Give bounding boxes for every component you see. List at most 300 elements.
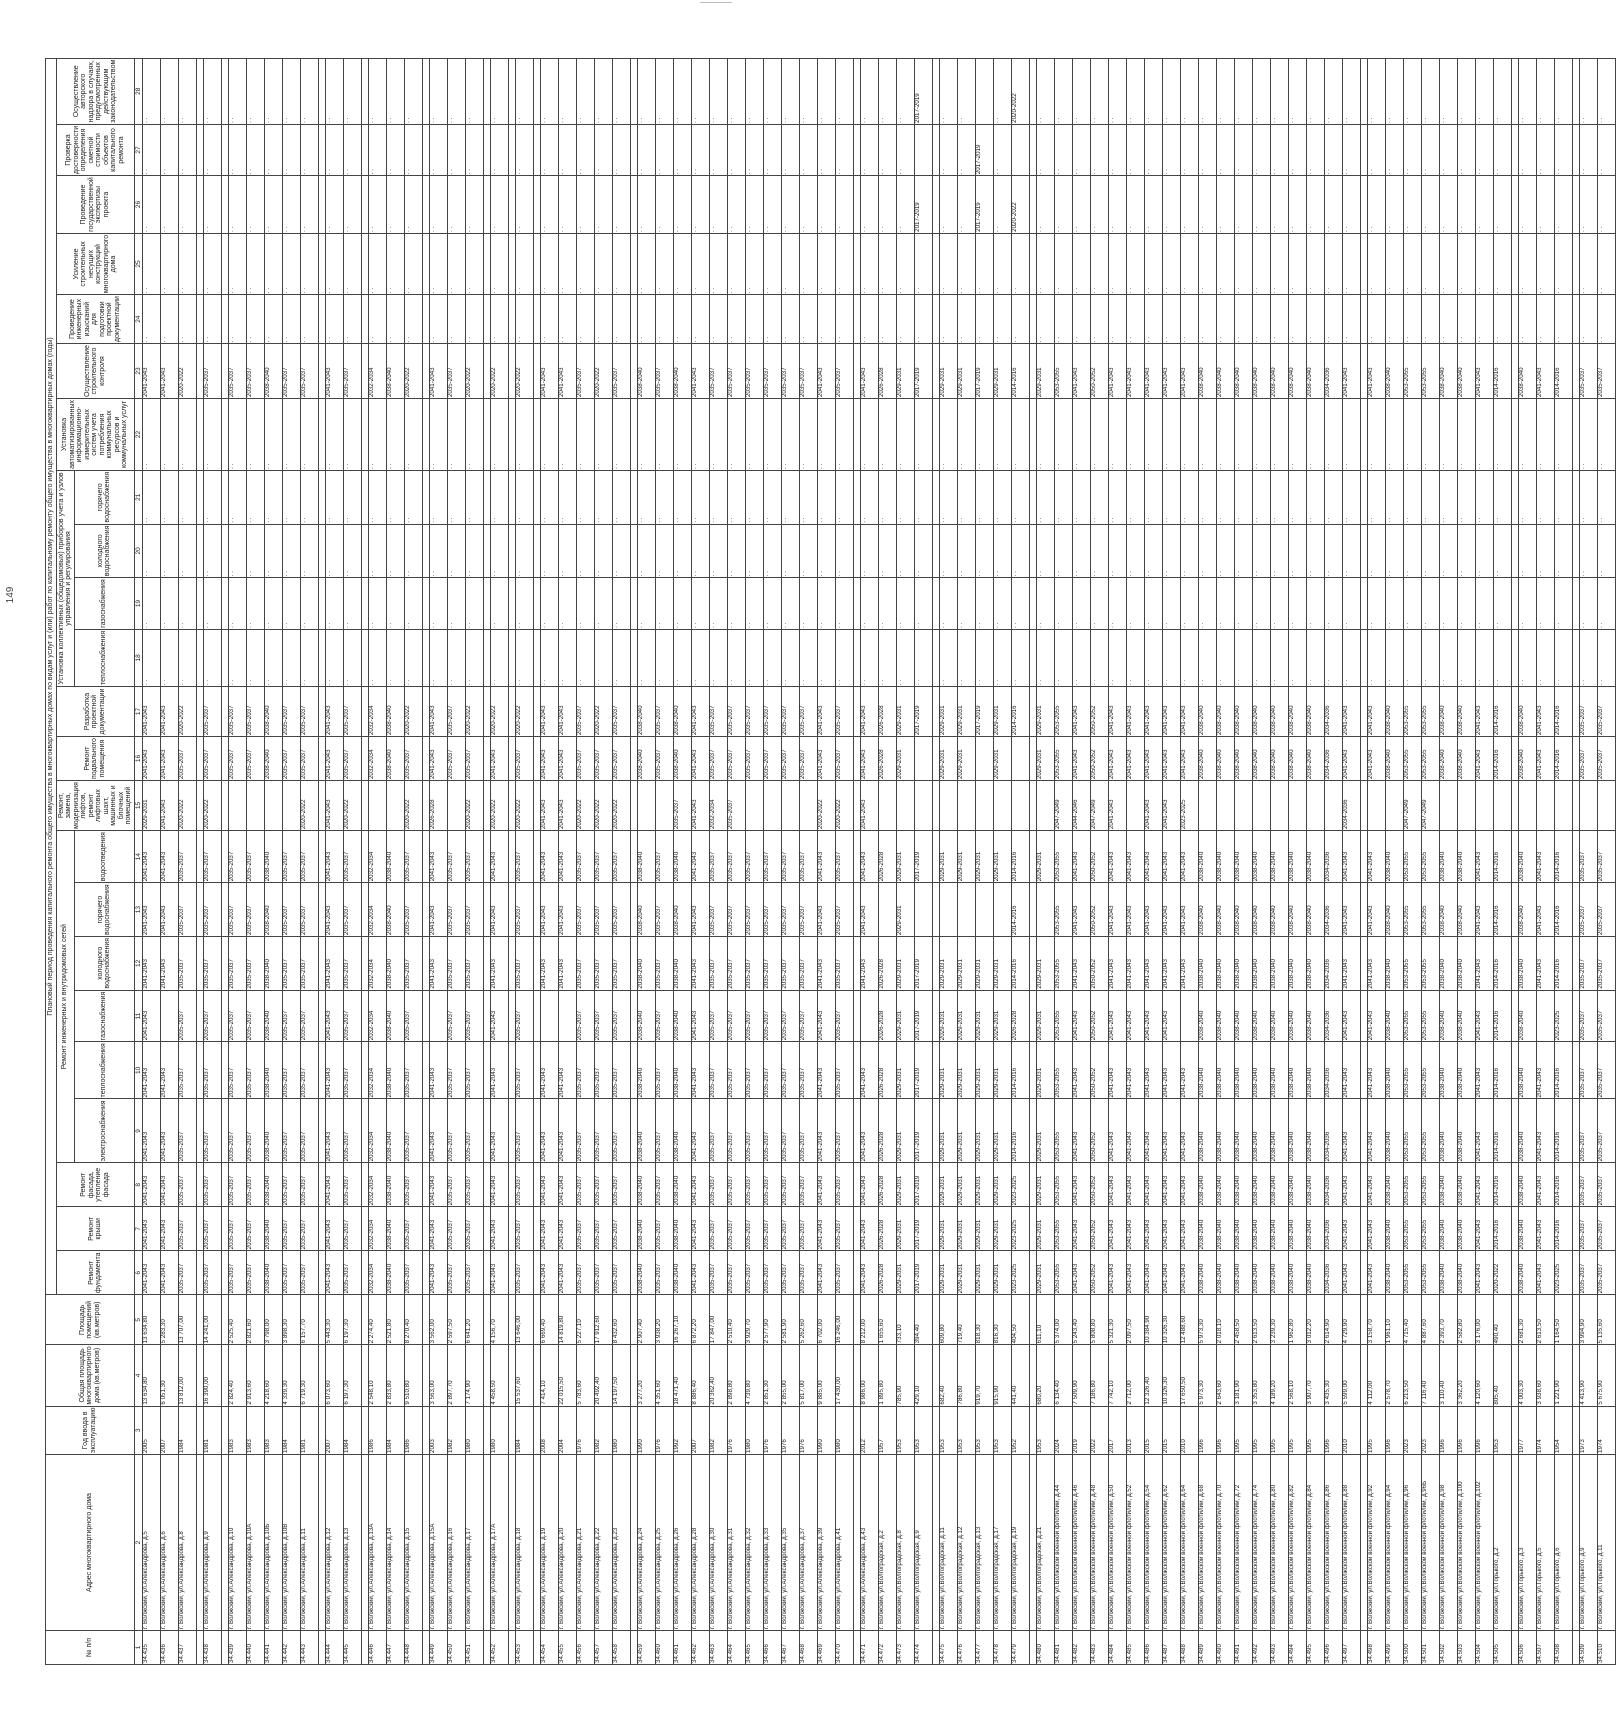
cell-c6	[1554, 1251, 1572, 1295]
empty-dots: . .	[342, 287, 350, 294]
empty-dots: . .	[690, 463, 698, 469]
empty-dots: . .	[1287, 336, 1295, 343]
empty-dots: . .	[428, 463, 436, 469]
cell-value: 2026-2028	[877, 1010, 885, 1041]
cell-value: 2035-2037	[342, 749, 350, 780]
table-row	[1385, 58, 1403, 1664]
cell-addr	[763, 1455, 781, 1631]
empty-dots: . .	[245, 287, 253, 294]
cell-c18	[896, 629, 914, 686]
cell-year	[1597, 1406, 1615, 1454]
cell-c28	[975, 58, 993, 124]
empty-dots: . .	[1215, 117, 1223, 123]
cell-c22	[203, 399, 221, 471]
cell-n	[745, 1631, 763, 1665]
cell-c26	[1180, 176, 1198, 234]
cell-value: 10 326,30	[1161, 1377, 1169, 1405]
cell-c24	[1306, 295, 1324, 344]
cell-c10	[246, 1042, 264, 1099]
cell-value: 2041-2043	[324, 1010, 332, 1041]
cell-c20	[1421, 524, 1439, 578]
cell-value: 2041-2043	[1143, 749, 1151, 780]
cell-pom	[576, 1295, 594, 1345]
cell-c11	[594, 990, 612, 1042]
cell-c16	[1126, 737, 1144, 781]
empty-dots: . .	[1305, 517, 1313, 523]
cell-c15	[914, 781, 932, 831]
cell-c13	[860, 883, 878, 937]
cell-c6	[1324, 1251, 1342, 1295]
cell-c12	[799, 936, 817, 990]
cell-value: 2035-2037	[593, 749, 601, 780]
cell-c22	[343, 399, 361, 471]
cell-c12	[203, 936, 221, 990]
cell-value: 7 174,90	[464, 1380, 472, 1405]
cell-value: 2041-2043	[1535, 851, 1543, 882]
empty-dots: . .	[1125, 287, 1133, 294]
empty-dots: . .	[1269, 287, 1277, 294]
cell-c10	[1324, 1042, 1342, 1099]
empty-dots: . .	[593, 287, 601, 294]
cell-value: 2038-2040	[1384, 905, 1392, 935]
cell-value: 2 913,60	[245, 1380, 253, 1405]
cell-value: 2035-2037	[708, 1010, 716, 1041]
spacer-cell	[1572, 1207, 1579, 1251]
cell-value: 2020-2022	[611, 799, 619, 830]
empty-dots: . .	[1456, 336, 1464, 343]
cell-c24	[1403, 295, 1421, 344]
empty-dots: . .	[575, 622, 583, 628]
cell-value: 34.450	[446, 1644, 454, 1663]
spacer-cell	[533, 1042, 540, 1099]
cell-c27	[1144, 124, 1162, 175]
cell-value: 2026-2028	[877, 1263, 885, 1294]
empty-dots: . .	[1125, 226, 1133, 232]
spacer-cell	[853, 1207, 860, 1251]
cell-c10	[896, 1042, 914, 1099]
spacer-cell	[361, 883, 368, 937]
cell-year	[637, 1406, 655, 1454]
cell-value: 2041-2043	[1179, 905, 1187, 935]
empty-dots: . .	[575, 168, 583, 175]
cell-c12	[1536, 936, 1554, 990]
cell-value: 2029-2031	[1035, 1067, 1043, 1098]
empty-dots: . .	[281, 336, 289, 343]
cell-year	[343, 1406, 361, 1454]
cell-value: 34.473	[895, 1644, 903, 1663]
cell-c7	[637, 1207, 655, 1251]
cell-value: 2 525,40	[227, 1319, 235, 1344]
cell-c16	[673, 737, 691, 781]
cell-value: 2038-2040	[1438, 749, 1446, 780]
cell-c10	[1493, 1042, 1511, 1099]
cell-value: 2035-2037	[798, 1010, 806, 1041]
empty-dots: . .	[654, 287, 662, 294]
cell-area	[386, 1345, 404, 1406]
cell-c8	[1126, 1163, 1144, 1207]
spacer-cell	[422, 936, 429, 990]
cell-c22	[490, 399, 508, 471]
cell-c9	[691, 1099, 709, 1163]
cell-c14	[1403, 831, 1421, 883]
header-col-9: электроснабжения	[74, 1099, 134, 1163]
cell-area	[594, 1345, 612, 1406]
empty-dots: . .	[859, 463, 867, 469]
cell-value: 2053-2055	[1402, 1175, 1410, 1206]
cell-value: 2041-2043	[1107, 1131, 1115, 1162]
spacer-cell	[932, 1295, 939, 1345]
cell-value: 2035-2037	[403, 1131, 411, 1162]
cell-value: 2032-2034	[367, 959, 375, 989]
cell-value: 2041-2043	[859, 1175, 867, 1206]
cell-c6	[203, 1251, 221, 1295]
spacer-cell	[932, 737, 939, 781]
cell-pom	[709, 1295, 727, 1345]
empty-dots: . .	[464, 117, 472, 123]
spacer-cell	[508, 687, 515, 737]
empty-dots: . .	[938, 168, 946, 175]
column-number-cell: 28	[134, 58, 142, 124]
cell-c7	[1216, 1207, 1234, 1251]
cell-c16	[1162, 737, 1180, 781]
empty-dots: . .	[263, 571, 271, 577]
cell-value: 2038-2040	[1438, 905, 1446, 935]
cell-c25	[558, 233, 576, 294]
cell-value: 2029-2031	[895, 1175, 903, 1206]
empty-dots: . .	[403, 571, 411, 577]
cell-c15	[1126, 781, 1144, 831]
cell-value: 2041-2043	[1179, 1263, 1187, 1294]
empty-dots: . .	[816, 287, 824, 294]
cell-addr	[203, 1455, 221, 1631]
cell-c20	[386, 524, 404, 578]
spacer-cell	[630, 399, 637, 471]
cell-c15	[1439, 781, 1457, 831]
cell-value: 2035-2037	[654, 1263, 662, 1294]
spacer-cell	[508, 578, 515, 630]
cell-c26	[178, 176, 196, 234]
empty-dots: . .	[1438, 571, 1446, 577]
cell-value: 3 562,00	[428, 1319, 436, 1344]
spacer-cell	[533, 1099, 540, 1163]
cell-c6	[1108, 1251, 1126, 1295]
empty-dots: . .	[690, 622, 698, 628]
empty-dots: . .	[1438, 168, 1446, 175]
cell-value: 682,40	[938, 1385, 946, 1405]
cell-value: 8 212,00	[859, 1319, 867, 1344]
cell-c23	[429, 344, 447, 399]
empty-dots: . .	[1596, 336, 1604, 343]
cell-addr	[1536, 1455, 1554, 1631]
cell-c16	[878, 737, 896, 781]
cell-value: 2017-2019	[913, 959, 921, 989]
table-row	[957, 58, 975, 1664]
cell-c20	[142, 524, 160, 578]
cell-value: 1980	[834, 1439, 842, 1453]
empty-dots: . .	[1251, 287, 1259, 294]
cell-c12	[178, 936, 196, 990]
cell-c14	[655, 831, 673, 883]
cell-value: 4 112,00	[1366, 1380, 1374, 1405]
cell-year	[386, 1406, 404, 1454]
cell-value: 2035-2037	[611, 959, 619, 989]
cell-c28	[386, 58, 404, 124]
cell-c10	[1579, 1042, 1597, 1099]
cell-c15	[447, 781, 465, 831]
cell-area	[540, 1345, 558, 1406]
cell-value: 2038-2040	[1197, 851, 1205, 882]
cell-c16	[1072, 737, 1090, 781]
cell-value: 2038-2040	[1517, 1067, 1525, 1098]
cell-c20	[1536, 524, 1554, 578]
cell-c17	[325, 687, 343, 737]
cell-c8	[1518, 1163, 1536, 1207]
cell-c16	[429, 737, 447, 781]
cell-area	[300, 1345, 318, 1406]
empty-dots: . .	[859, 517, 867, 523]
cell-addr	[178, 1455, 196, 1631]
cell-c14	[781, 831, 799, 883]
cell-value: 2053-2055	[1053, 1067, 1061, 1098]
cell-value: 2035-2037	[281, 367, 289, 398]
cell-n	[576, 1631, 594, 1665]
spacer-cell	[1572, 1455, 1579, 1631]
cell-c9	[1475, 1099, 1493, 1163]
spacer-cell	[630, 1099, 637, 1163]
empty-dots: . .	[913, 336, 921, 343]
spacer-cell	[483, 524, 490, 578]
cell-c14	[178, 831, 196, 883]
cell-c21	[1518, 470, 1536, 524]
cell-c17	[1306, 687, 1324, 737]
cell-value: 2038-2040	[1251, 1175, 1259, 1206]
cell-c25	[655, 233, 673, 294]
spacer-cell	[196, 1345, 203, 1406]
cell-value: 2035-2037	[281, 1067, 289, 1098]
spacer-cell	[318, 470, 325, 524]
cell-c20	[709, 524, 727, 578]
empty-dots: . .	[1305, 571, 1313, 577]
cell-pom	[1090, 1295, 1108, 1345]
cell-c26	[343, 176, 361, 234]
spacer-cell	[932, 781, 939, 831]
cell-c14	[1439, 831, 1457, 883]
cell-n	[781, 1631, 799, 1665]
cell-c13	[1579, 883, 1597, 937]
cell-c19	[1306, 578, 1324, 630]
empty-dots: . .	[672, 517, 680, 523]
spacer-cell	[422, 687, 429, 737]
empty-dots: . .	[956, 117, 964, 123]
cell-c26	[993, 176, 1011, 234]
empty-dots: . .	[263, 463, 271, 469]
table-row	[1054, 58, 1072, 1664]
cell-c9	[860, 1099, 878, 1163]
spacer-cell	[196, 1207, 203, 1251]
cell-value: 2035-2037	[1596, 1263, 1604, 1294]
cell-year	[655, 1406, 673, 1454]
cell-c26	[1457, 176, 1475, 234]
cell-c10	[264, 1042, 282, 1099]
cell-value: 2035-2037	[611, 905, 619, 935]
cell-value: 2010	[1179, 1439, 1187, 1453]
cell-c9	[465, 1099, 483, 1163]
cell-c24	[957, 295, 975, 344]
cell-value: 2035-2037	[575, 367, 583, 398]
cell-c6	[1144, 1251, 1162, 1295]
cell-pom	[203, 1295, 221, 1345]
cell-c24	[799, 295, 817, 344]
spacer-cell	[1029, 176, 1036, 234]
cell-c7	[1457, 1207, 1475, 1251]
empty-dots: . .	[489, 336, 497, 343]
cell-value: 34.464	[726, 1644, 734, 1663]
cell-value: 2041-2043	[1341, 367, 1349, 398]
header-col-17: Разработка проектной документации	[56, 687, 134, 737]
cell-year	[957, 1406, 975, 1454]
cell-value: 8 986,00	[859, 1380, 867, 1405]
cell-c18	[515, 629, 533, 686]
cell-value: 2041-2043	[1366, 1219, 1374, 1250]
cell-value: 34.444	[324, 1644, 332, 1663]
empty-dots: . .	[281, 517, 289, 523]
empty-dots: . .	[974, 287, 982, 294]
cell-value: 2038-2040	[1251, 1219, 1259, 1250]
cell-value: 2024	[1053, 1439, 1061, 1453]
cell-c15	[203, 781, 221, 831]
cell-c11	[1493, 990, 1511, 1042]
cell-value: 1981	[202, 1439, 210, 1453]
cell-c9	[490, 1099, 508, 1163]
cell-value: г. Волжский, ул.Горького, д.3	[1517, 1547, 1525, 1629]
cell-c26	[1306, 176, 1324, 234]
cell-value: 2041-2043	[1474, 851, 1482, 882]
cell-pom	[1439, 1295, 1457, 1345]
cell-year	[1126, 1406, 1144, 1454]
cell-value: 2041-2043	[1535, 1263, 1543, 1294]
cell-c24	[1144, 295, 1162, 344]
cell-value: 2035-2037	[834, 1219, 842, 1250]
cell-value: 1996	[1456, 1439, 1464, 1453]
cell-n	[1288, 1631, 1306, 1665]
cell-value: 2035-2037	[281, 959, 289, 989]
cell-c24	[975, 295, 993, 344]
cell-value: 34.475	[938, 1644, 946, 1663]
cell-c10	[325, 1042, 343, 1099]
cell-pom	[1306, 1295, 1324, 1345]
header-period-title: Плановый период проведения капитального ремонта общего имущества в многоквартирных домах по видам услуг и (или) работ по капитальному ремонту общего имущества в многоквартирных домах (годы)	[46, 58, 57, 1295]
table-row	[594, 58, 612, 1664]
cell-c19	[264, 578, 282, 630]
cell-c8	[1072, 1163, 1090, 1207]
cell-value: 6 719,30	[299, 1380, 307, 1405]
cell-value: 2032-2034	[367, 1010, 375, 1041]
cell-c16	[939, 737, 957, 781]
cell-c10	[142, 1042, 160, 1099]
cell-value: 34.499	[1384, 1644, 1392, 1663]
cell-value: 2038-2040	[1251, 1131, 1259, 1162]
cell-value: г. Волжский, ул.Волгоградская, д.21	[1035, 1526, 1043, 1629]
cell-value: 6 073,60	[324, 1380, 332, 1405]
cell-c12	[264, 936, 282, 990]
cell-c14	[1144, 831, 1162, 883]
cell-area	[1475, 1345, 1493, 1406]
spacer-cell	[318, 1631, 325, 1665]
cell-value: 2041-2043	[489, 1175, 497, 1206]
cell-c24	[1108, 295, 1126, 344]
cell-value: 2035-2037	[708, 705, 716, 736]
cell-c14	[878, 831, 896, 883]
cell-year	[540, 1406, 558, 1454]
cell-c9	[1536, 1099, 1554, 1163]
cell-addr	[386, 1455, 404, 1631]
spacer-cell	[1360, 883, 1367, 937]
cell-c15	[1518, 781, 1536, 831]
empty-dots: . .	[557, 287, 565, 294]
cell-value: г. Волжский, ул.Волгоградская, д.9	[913, 1530, 921, 1629]
cell-c16	[1270, 737, 1288, 781]
cell-value: 2029-2031	[938, 1219, 946, 1250]
cell-year	[1421, 1406, 1439, 1454]
cell-c6	[1126, 1251, 1144, 1295]
cell-c26	[835, 176, 853, 234]
cell-area	[1439, 1345, 1457, 1406]
empty-dots: . .	[690, 679, 698, 686]
cell-year	[817, 1406, 835, 1454]
spacer-cell	[318, 737, 325, 781]
cell-value: 2026-2028	[877, 705, 885, 736]
cell-value: 2017-2019	[974, 144, 982, 175]
empty-dots: . .	[141, 679, 149, 686]
spacer-cell	[533, 470, 540, 524]
cell-c25	[1288, 233, 1306, 294]
cell-n	[1180, 1631, 1198, 1665]
cell-year	[1367, 1406, 1385, 1454]
cell-area	[1162, 1345, 1180, 1406]
cell-c15	[1385, 781, 1403, 831]
cell-c14	[540, 831, 558, 883]
cell-value: 34.452	[489, 1644, 497, 1663]
cell-value: 2032-2034	[367, 1175, 375, 1206]
empty-dots: . .	[859, 622, 867, 628]
cell-c11	[691, 990, 709, 1042]
cell-c22	[1108, 399, 1126, 471]
cell-c11	[282, 990, 300, 1042]
cell-year	[727, 1406, 745, 1454]
empty-dots: . .	[834, 463, 842, 469]
cell-value: г. Волжский, ул.Александрова, д.30	[708, 1527, 716, 1629]
empty-dots: . .	[1071, 463, 1079, 469]
cell-value: 2038-2040	[1215, 959, 1223, 989]
cell-value: 2029-2031	[992, 1219, 1000, 1250]
cell-value: 429,10	[913, 1385, 921, 1405]
empty-dots: . .	[1197, 679, 1205, 686]
spacer-cell	[483, 737, 490, 781]
cell-c25	[781, 233, 799, 294]
cell-c8	[142, 1163, 160, 1207]
cell-value: 34.448	[403, 1644, 411, 1663]
cell-value: 2035-2037	[177, 1263, 185, 1294]
empty-dots: . .	[1578, 168, 1586, 175]
cell-value: 2035-2037	[446, 1219, 454, 1250]
cell-value: 2041-2043	[557, 851, 565, 882]
empty-dots: . .	[1535, 226, 1543, 232]
cell-c22	[939, 399, 957, 471]
cell-value: 34.438	[202, 1644, 210, 1663]
table-row	[1597, 58, 1615, 1664]
cell-value: 1976	[654, 1439, 662, 1453]
cell-c9	[1403, 1099, 1421, 1163]
